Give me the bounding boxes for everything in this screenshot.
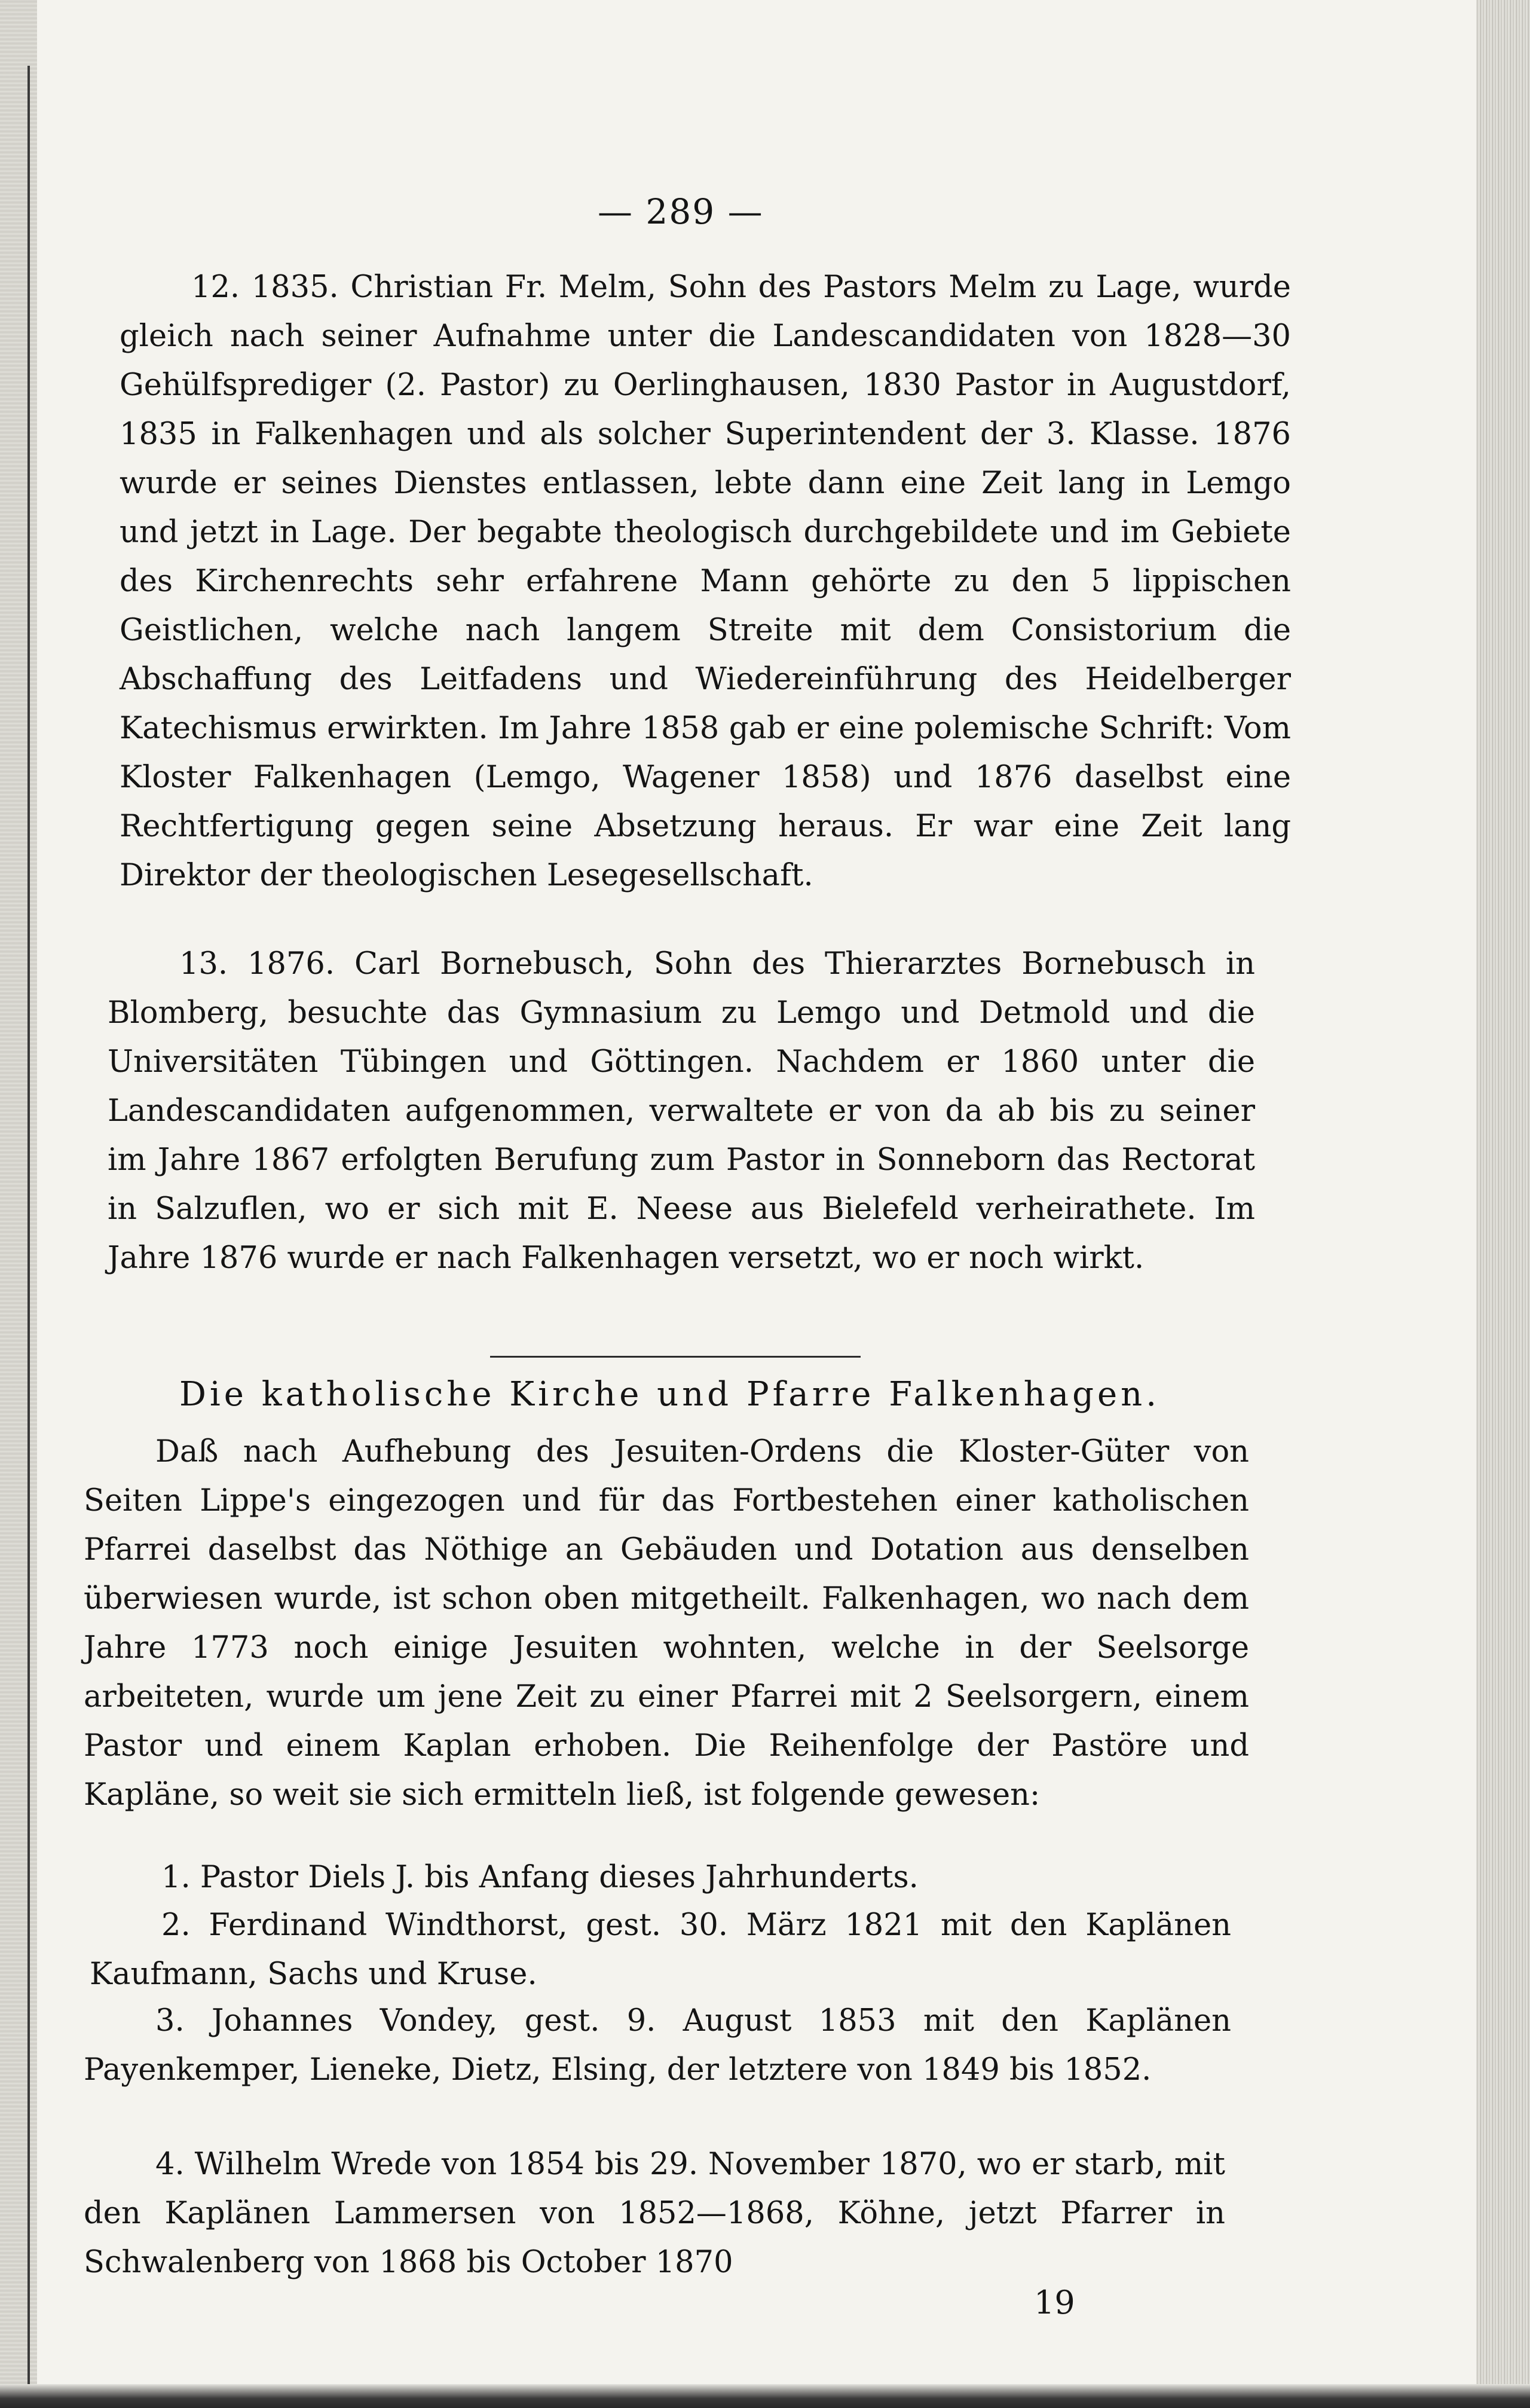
list-item: 4. Wilhelm Wrede von 1854 bis 29. November 1870, wo er starb, mit den Kaplänen Lammersen von 1852—1868, Köhne, jetzt Pfarrer in Schwalenberg von 1868 bis October 1870 [84,2147,1225,2280]
scan-bottom-edge [0,2384,1530,2408]
list-item: 3. Johannes Vondey, gest. 9. August 1853 mit den Kaplänen Payenkemper, Lieneke, Dietz, Elsing, der letztere von 1849 bis 1852. [84,2003,1231,2088]
scan-right-edge [1476,0,1530,2408]
section-divider [490,1356,861,1358]
entry-13-paragraph: 13. 1876. Carl Bornebusch, Sohn des Thierarztes Bornebusch in Blomberg, besuchte das Gymnasium zu Lemgo und Detmold und die Universitäten Tübingen und Göttingen. Nachdem er 1860 unter die Landescandidaten aufgenommen, verwaltete er von da ab bis zu seiner im Jahre 1867 erfolgten Berufung zum Pastor in Sonneborn das Rectorat in Salzuflen, wo er sich mit E. Neese aus Bielefeld verheirathete. Im Jahre 1876 wurde er nach Falkenhagen versetzt, wo er noch wirkt. [108,946,1255,1276]
section-heading: Die katholische Kirche und Pfarre Falkenhagen. [179,1375,1161,1414]
section-intro-paragraph: Daß nach Aufhebung des Jesuiten-Ordens die Kloster-Güter von Seiten Lippe's eingezogen und für das Fortbestehen einer katholischen Pfarrei daselbst das Nöthige an Gebäuden und Dotation aus denselben überwiesen wurde, ist schon oben mitgetheilt. Falkenhagen, wo nach dem Jahre 1773 noch einige Jesuiten wohnten, welche in der Seelsorge arbeiteten, wurde um jene Zeit zu einer Pfarrei mit 2 Seelsorgern, einem Pastor und einem Kaplan erhoben. Die Reihenfolge der Pastöre und Kapläne, so weit sie sich ermitteln ließ, ist folgende gewesen: [84,1434,1249,1813]
signature-mark: 19 [1034,2284,1075,2321]
list-item: 2. Ferdinand Windthorst, gest. 30. März 1821 mit den Kaplänen Kaufmann, Sachs und Kruse. [90,1908,1231,1992]
page-number: — 289 — [598,191,764,232]
scan-binding-line [27,66,30,2385]
entry-12-paragraph: 12. 1835. Christian Fr. Melm, Sohn des Pastors Melm zu Lage, wurde gleich nach seiner Aufnahme unter die Landescandidaten von 1828—30 Gehülfsprediger (2. Pastor) zu Oerlinghausen, 1830 Pastor in Augustdorf, 1835 in Falkenhagen und als solcher Superintendent der 3. Klasse. 1876 wurde er seines Dienstes entlassen, lebte dann eine Zeit lang in Lemgo und jetzt in Lage. Der begabte theologisch durchgebildete und im Gebiete des Kirchenrechts sehr erfahrene Mann gehörte zu den 5 lippischen Geistlichen, welche nach langem Streite mit dem Consistorium die Abschaffung des Leitfadens und Wiedereinführung des Heidelberger Katechismus erwirkten. Im Jahre 1858 gab er eine polemische Schrift: Vom Kloster Falkenhagen (Lemgo, Wagener 1858) und 1876 daselbst eine Rechtfertigung gegen seine Absetzung heraus. Er war eine Zeit lang Direktor der theologischen Lesegesellschaft. [120,270,1291,893]
list-item: 1. Pastor Diels J. bis Anfang dieses Jahrhunderts. [161,1860,919,1895]
scan-left-edge [0,0,37,2408]
